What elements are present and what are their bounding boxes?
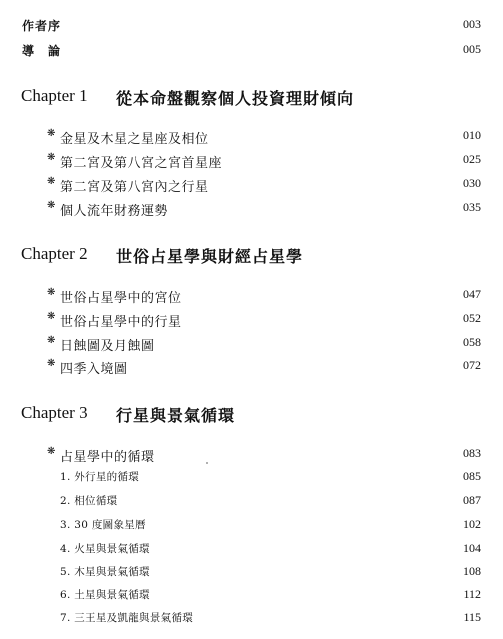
chapter-label: Chapter 3 bbox=[21, 403, 88, 422]
toc-title: 日蝕圖及月蝕圖 bbox=[60, 339, 155, 354]
bullet-icon: ❋ bbox=[47, 176, 56, 187]
toc-page-number: 102 bbox=[463, 517, 481, 531]
toc-subtitle: 6. 土星與景氣循環 bbox=[60, 589, 150, 601]
toc-page-number: 047 bbox=[463, 287, 481, 301]
toc-page-number: 115 bbox=[463, 610, 481, 624]
toc-page-number: 035 bbox=[463, 200, 481, 214]
chapter-title: 從本命盤觀察個人投資理財傾向 bbox=[116, 89, 355, 108]
toc-page-number: 052 bbox=[463, 311, 481, 325]
toc-title: 個人流年財務運勢 bbox=[60, 204, 169, 219]
toc-title: 世俗占星學中的宮位 bbox=[60, 291, 182, 306]
toc-page-number: 005 bbox=[463, 42, 481, 56]
bullet-icon: ❋ bbox=[47, 311, 56, 322]
toc-page-number: 108 bbox=[463, 564, 481, 578]
toc-page-number: 010 bbox=[463, 128, 481, 142]
bullet-icon: ❋ bbox=[47, 200, 56, 211]
toc-page-number: 030 bbox=[463, 176, 481, 190]
toc-subtitle: 7. 三王星及凱龍與景氣循環 bbox=[60, 612, 194, 624]
scan-speck bbox=[206, 462, 208, 464]
toc-title: 占星學中的循環 bbox=[60, 450, 155, 465]
chapter-title: 行星與景氣循環 bbox=[116, 406, 236, 425]
toc-subtitle: 2. 相位循環 bbox=[60, 495, 118, 507]
toc-title: 第二宮及第八宮內之行星 bbox=[60, 180, 209, 195]
chapter-label: Chapter 2 bbox=[21, 244, 88, 263]
bullet-icon: ❋ bbox=[47, 358, 56, 369]
toc-page-number: 003 bbox=[463, 17, 481, 31]
toc-page-number: 087 bbox=[463, 493, 481, 507]
toc-title: 金星及木星之星座及相位 bbox=[60, 132, 209, 147]
toc-page-number: 083 bbox=[463, 446, 481, 460]
toc-subtitle: 3. 30 度圖象星曆 bbox=[60, 519, 146, 531]
toc-subtitle: 4. 火星與景氣循環 bbox=[60, 543, 150, 555]
bullet-icon: ❋ bbox=[47, 152, 56, 163]
bullet-icon: ❋ bbox=[47, 128, 56, 139]
bullet-icon: ❋ bbox=[47, 446, 56, 457]
toc-page-number: 072 bbox=[463, 358, 481, 372]
toc-title: 第二宮及第八宮之宮首星座 bbox=[60, 156, 223, 171]
toc-page-number: 085 bbox=[463, 469, 481, 483]
chapter-label: Chapter 1 bbox=[21, 86, 88, 105]
bullet-icon: ❋ bbox=[47, 287, 56, 298]
toc-page-number: 104 bbox=[463, 541, 481, 555]
toc-title: 導 論 bbox=[22, 44, 62, 58]
toc-page-number: 112 bbox=[463, 587, 481, 601]
toc-page-number: 025 bbox=[463, 152, 481, 166]
toc-subtitle: 5. 木星與景氣循環 bbox=[60, 566, 150, 578]
toc-title: 四季入境圖 bbox=[60, 362, 128, 377]
bullet-icon: ❋ bbox=[47, 335, 56, 346]
toc-page-number: 058 bbox=[463, 335, 481, 349]
toc-subtitle: 1. 外行星的循環 bbox=[60, 471, 140, 483]
toc-title: 世俗占星學中的行星 bbox=[60, 315, 182, 330]
toc-title: 作者序 bbox=[22, 19, 62, 33]
chapter-title: 世俗占星學與財經占星學 bbox=[116, 247, 304, 266]
